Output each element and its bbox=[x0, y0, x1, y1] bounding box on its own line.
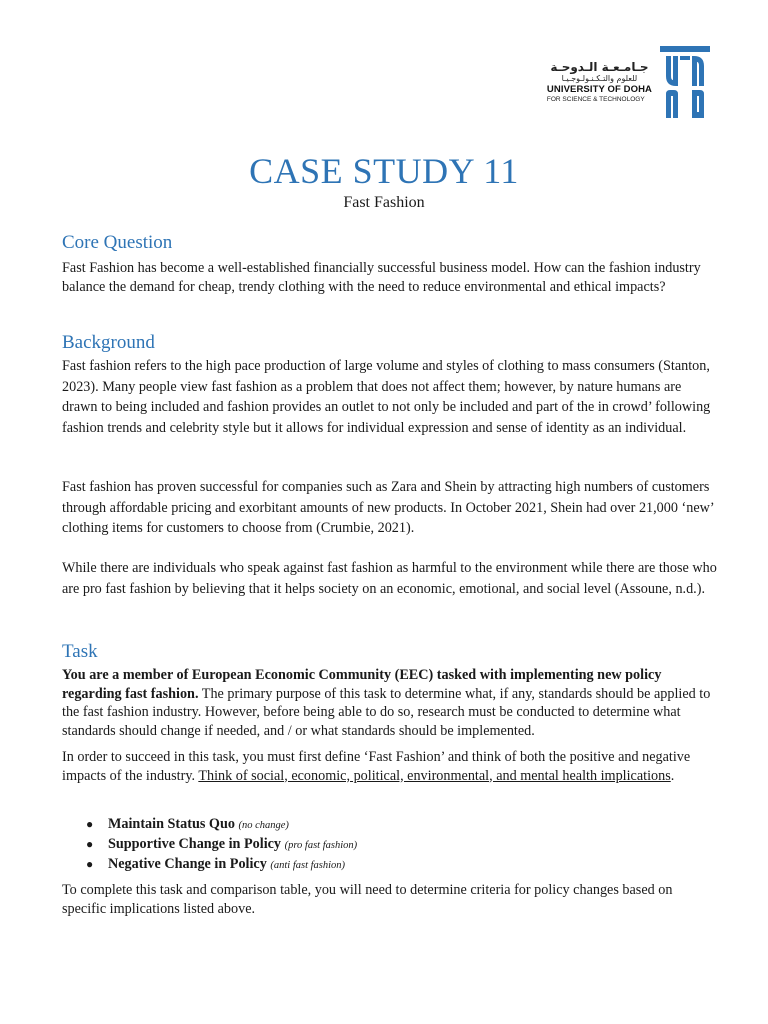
option-label: Negative Change in Policy bbox=[108, 856, 267, 872]
list-item bbox=[86, 855, 357, 875]
task-paragraph-1 bbox=[62, 666, 718, 740]
core-question-heading: Core Question bbox=[62, 232, 173, 253]
option-label: Supportive Change in Policy bbox=[108, 836, 282, 852]
list-item bbox=[86, 835, 357, 855]
list-item bbox=[86, 815, 357, 835]
task-period: . bbox=[670, 767, 675, 784]
logo-arabic-subtitle: للعلوم والتـكـنـولـوجـيـا bbox=[561, 73, 638, 83]
task-role-statement: You are a member of European Economic Community (EEC) tasked with implementing new policy regarding fast fashion. bbox=[62, 667, 662, 702]
option-note: (pro fast fashion) bbox=[284, 840, 358, 851]
background-paragraph-3: While there are individuals who speak against fast fashion as harmful to the environment while there are those who are pro fast fashion by believing that it helps society on an economic, emotional, and social level (Assoune, n.d.). bbox=[62, 560, 717, 597]
logo-english-subtitle: FOR SCIENCE & TECHNOLOGY bbox=[546, 95, 645, 103]
task-paragraph-3: To complete this task and comparison table, you will need to determine criteria for policy changes based on specific implications listed above. bbox=[62, 882, 673, 917]
background-paragraph-2: Fast fashion has proven successful for companies such as Zara and Shein by attracting high numbers of customers through affordable pricing and exorbitant amounts of new products. In October 2021, Shein had over 21,000 ‘new’ clothing items for customers to choose from (Crumbie, 2021). bbox=[62, 479, 714, 536]
task-implications-underlined: Think of social, economic, political, environmental, and mental health implications bbox=[198, 767, 671, 784]
logo-english-name: UNIVERSITY OF DOHA bbox=[546, 83, 652, 95]
task-define-text: In order to succeed in this task, you must first define ‘Fast Fashion’ and think of both the positive and negative impacts of the industry. bbox=[62, 749, 691, 784]
task-purpose-text: The primary purpose of this task to determine what, if any, standards should be applied to the fast fashion industry. However, before being able to do so, research must be conducted to determine what standards should change if needed, and / or what standards should be implemented. bbox=[62, 685, 711, 739]
background-heading: Background bbox=[62, 332, 155, 353]
university-logo bbox=[547, 46, 710, 118]
task-paragraph-2 bbox=[62, 748, 718, 785]
page-title: CASE STUDY 11 bbox=[249, 151, 519, 191]
logo-arabic-name: جـامـعـة الـدوحـة bbox=[550, 59, 649, 74]
logo-text bbox=[547, 61, 652, 104]
task-heading: Task bbox=[62, 641, 98, 662]
option-note: (no change) bbox=[238, 820, 289, 831]
bullet-icon: ● bbox=[86, 817, 94, 831]
policy-options-list bbox=[86, 815, 357, 875]
page-subtitle: Fast Fashion bbox=[343, 194, 425, 211]
udst-emblem-icon bbox=[660, 46, 710, 118]
option-note: (anti fast fashion) bbox=[270, 860, 346, 871]
option-label: Maintain Status Quo bbox=[108, 816, 235, 832]
bullet-icon: ● bbox=[86, 837, 94, 851]
background-paragraph-1: Fast fashion refers to the high pace production of large volume and styles of clothing to mass consumers (Stanton, 2023). Many people view fast fashion as a problem that does not affect them; however, by nature humans are drawn to being included and fashion provides an outlet to not only be included and part of the in crowd’ following fashion trends and celebrity style but it allows for individual expression and sense of identity as an individual. bbox=[62, 358, 711, 436]
bullet-icon: ● bbox=[86, 857, 94, 871]
core-question-text: Fast Fashion has become a well-established financially successful business model. How can the fashion industry balance the demand for cheap, trendy clothing with the need to reduce environmental and ethical impacts? bbox=[62, 260, 701, 295]
